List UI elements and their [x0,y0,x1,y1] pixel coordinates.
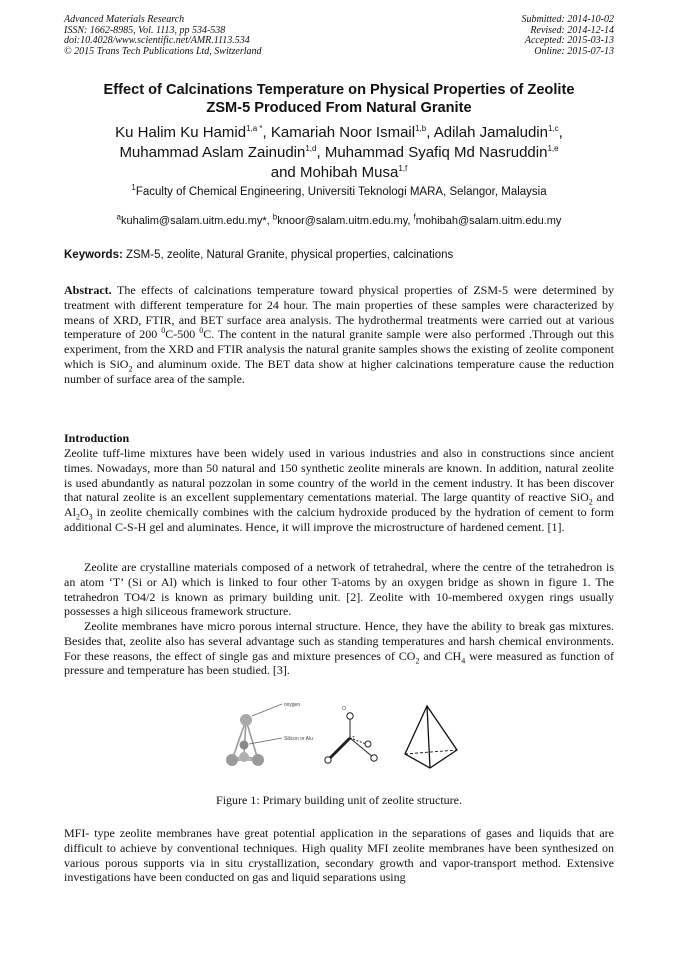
author-sup: 1,a * [246,124,263,133]
author-name: Muhammad Syafiq Md Nasruddin [324,144,548,161]
journal-doi: doi:10.4028/www.scientific.net/AMR.1113.534 [64,35,250,47]
author-name: Mohibah Musa [299,164,399,181]
email-link[interactable]: kuhalim@salam.uitm.edu.my*, [121,215,273,227]
journal-name: Advanced Materials Research [64,14,185,25]
section-heading-introduction: Introduction [64,431,130,445]
date-revised: Revised: 2014-12-14 [530,24,614,36]
author-sup: 1,f [398,164,408,173]
journal-header-left [64,15,262,57]
author-and: and [270,164,296,181]
journal-copyright: © 2015 Trans Tech Publications Ltd, Switzerland [64,45,262,57]
keywords-label: Keywords: [64,249,123,261]
figure-caption: Figure 1: Primary building unit of zeolite structure. [216,793,462,807]
ball-model [226,702,313,766]
date-online: Online: 2015-07-13 [534,45,614,57]
author-name: Kamariah Noor Ismail [270,124,416,141]
affiliation: $^1$Faculty of Chemical Engineering, Universiti Teknologi MARA, Selangor, Malaysia [131,183,547,198]
label-t: T [352,736,356,742]
author-list [30,123,648,183]
abstract: Abstract. The effects of calcinations temperature toward physical properties of ZSM-5 were determined by treatment with different temperature for 24 hour. The main properties of these samples were characterized by means of XRD, FTIR, and BET surface area analysis. The hydrothermal treatments were carried out at various temperature of 200 $^0$C-500 $^0$C. The content in the natural granite sample were also performed .Through out this experiment, from the XRD and FTIR analysis the natural granite samples shows the existing of zeolite component which is SiO$_2$ and aluminum oxide. The BET data show at higher calcinations temperature cause the reduction number of surface area of the sample. [64,283,615,386]
date-submitted: Submitted: 2014-10-02 [521,14,614,25]
author-sup: 1,b [415,124,427,133]
journal-header-right [522,15,615,57]
paper-title [40,82,638,117]
intro-paragraph-2: Zeolite are crystalline materials composed of a network of tetrahedral, where the centre of the tetrahedron is an atom ‘T’ (Si or Al) which is linked to four other T-atoms by an oxygen bridge as shown in figure 1. The tetrahedron TO4/2 is known as primary building unit. [2]. Zeolite with 10-membered oxygen rings usually possesses a high siliceous framework structure. [64,560,614,619]
body-paragraph-mfi: MFI- type zeolite membranes have great potential application in the separations of gases and liquids that are difficult to achieve by conventional techniques. High quality MFI zeolite membranes have been synthesized on various porous supports via in situ crystallization, secondary growth and vapor-transport method. Extensive investigations have been conducted on gas and liquid separations using [64,826,614,885]
journal-issn: ISSN: 1662-8985, Vol. 1113, pp 534-538 [64,24,226,36]
title-line-2: ZSM-5 Produced From Natural Granite [206,99,472,116]
keywords [64,249,614,261]
author-line-3 [30,163,648,183]
author-line-2: Muhammad Aslam Zainudin$^{1,d}$, Muhammad Syafiq Md Nasruddin$^{1,e}$ [119,144,559,161]
abstract-label: Abstract. [64,283,112,297]
intro-paragraph-1: Zeolite tuff-lime mixtures have been widely used in various industries and also in constructions since ancient times. Nowadays, more than 50 natural and 150 synthetic zeolite minerals are known. In addition, natural zeolite is used abundantly as natural pozzolan in some country of the world in the cement industry. It has been discover that natural zeolite is an excellent supplementary cementations material. The large quantity of reactive SiO$_2$ and $Al_2O_3$ in zeolite chemically combines with the calcium hydroxide produced by the hydration of cement to form additional C-S-H gel and aluminates. Hence, it will improve the microstructure of hardened cement. [1]. [64,446,614,534]
author-line-1: Ku Halim Ku Hamid$^{1,a *}$, Kamariah Noor Ismail$^{1,b}$, Adilah Jamaludin$^{1,c}$, [115,124,563,141]
label-silicon: Silicon or Alu [284,736,313,742]
date-accepted: Accepted: 2015-03-13 [524,35,614,47]
label-o: O [342,706,346,712]
author-sup: 1,e [547,144,559,153]
title-line-1: Effect of Calcinations Temperature on Physical Properties of Zeolite [103,82,575,98]
email-link[interactable]: mohibah@salam.uitm.edu.my [415,215,562,227]
label-oxygen: oxygen [284,702,301,708]
author-sup: 1,d [305,144,317,153]
author-name: Adilah Jamaludin [433,124,548,141]
intro-paragraph-3: Zeolite membranes have micro porous internal structure. Hence, they have the ability to break gas mixtures. Besides that, zeolite also has several advantage such as standing temperatures and harsh chemical environments. For these reasons, the effect of single gas and mixture presences of $CO_2$ and $CH_4$ were measured as function of pressure and temperature has been studied. [3]. [64,619,614,678]
email-list: $^a$kuhalim@salam.uitm.edu.my*, $^b$knoor@salam.uitm.edu.my, $^f$mohibah@salam.uitm.edu.my [116,212,562,227]
tetrahedron-wireframe [405,706,457,768]
author-name: Ku Halim Ku Hamid [115,124,247,141]
author-name: Muhammad Aslam Zainudin [119,144,306,161]
keywords-text: ZSM-5, zeolite, Natural Granite, physical properties, calcinations [122,249,454,261]
figure-1-tetrahedron [222,698,462,788]
email-link[interactable]: knoor@salam.uitm.edu.my, [277,215,414,227]
author-sup: 1,c [547,124,559,133]
stick-model [325,706,377,763]
